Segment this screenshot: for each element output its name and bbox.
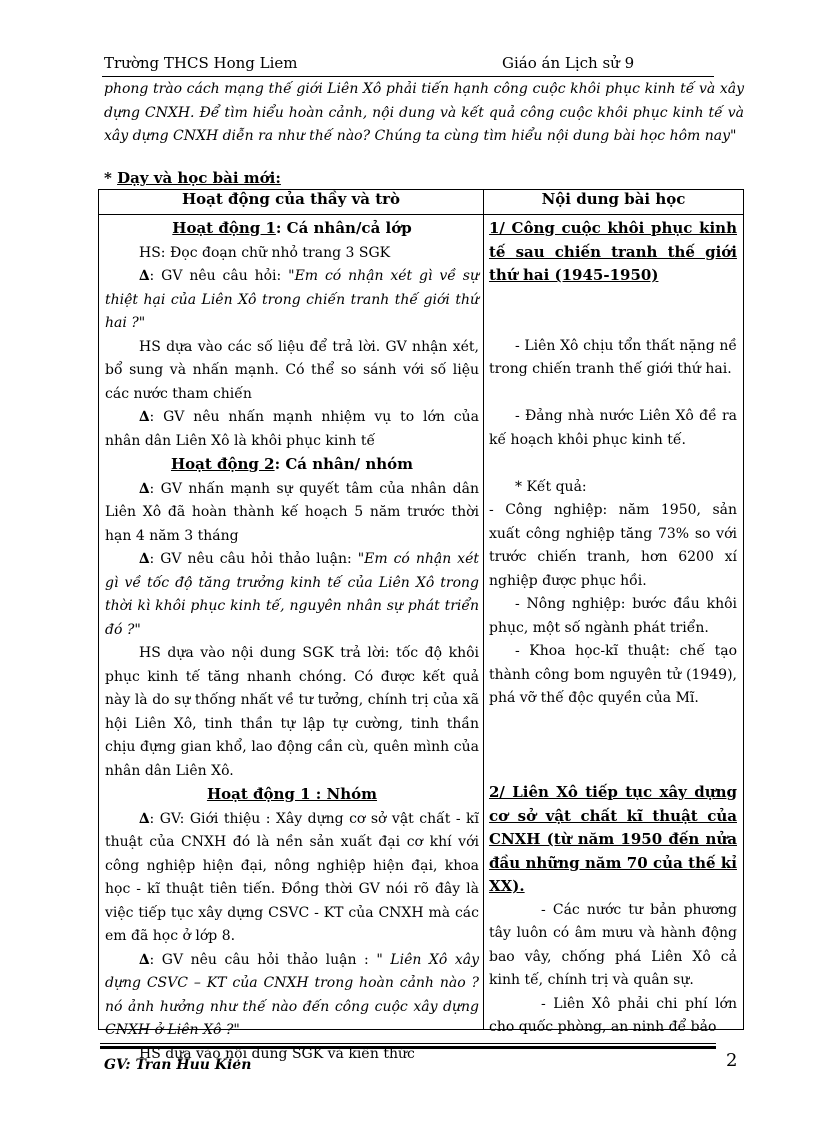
col-header-content: Nội dung bài học <box>484 190 744 215</box>
activities-cell <box>99 215 484 1062</box>
content-item: - Nông nghiệp: bước đầu khôi phục, một số ngành phát triển. <box>489 596 737 636</box>
content-result-label: * Kết quả: <box>515 478 587 495</box>
activity-text: HS dựa vào nội dung SGK trả lời: tốc độ khôi phục kinh tế tăng nhanh chóng. Có được kết quả này là do sự thống nhất về tư tưởng, chính trị của xã hội Liên Xô, tinh thần tự lập tự cường, tinh thần chịu đựng gian khổ, lao động cần cù, quên mình của nhân dân Liên Xô. <box>105 645 479 779</box>
table-header-row <box>99 190 744 215</box>
content-item: - Liên Xô phải chi phí lớn cho quốc phòng, an ninh để bảo <box>489 995 737 1035</box>
content-item: - Liên Xô chịu tổn thất nặng nề trong chiến tranh thế giới thứ hai. <box>489 337 737 377</box>
content-cell <box>484 215 744 1035</box>
intro-paragraph: phong trào cách mạng thế giới Liên Xô phải tiến hạnh công cuộc khôi phục kinh tế và xây dựng CNXH. Để tìm hiểu hoàn cảnh, nội dung và kết quả công cuộc khôi phục kinh tế và xây dựng CNXH diễn ra như thế nào? Chúng ta cùng tìm hiểu nội dung bài học hôm nay" <box>104 81 744 144</box>
activity-text: HS dựa vào các số liệu để trả lời. GV nhận xét, bổ sung và nhấn mạnh. Có thể so sánh với số liệu các nước tham chiến <box>105 338 479 402</box>
lesson-table <box>98 189 744 1062</box>
activity-heading-2: Hoạt động 2: Cá nhân/ nhóm <box>170 455 414 473</box>
content-section-2-title: 2/ Liên Xô tiếp tục xây dựng cơ sở vật chất kĩ thuật của CNXH (từ năm 1950 đến nửa đầu những năm 70 của thế kỉ XX). <box>489 783 737 895</box>
activity-question: ∆: GV nêu câu hỏi: "Em có nhận xét gì về sự thiệt hại của Liên Xô trong chiến tranh thế giới thứ hai ?" <box>105 268 479 331</box>
content-item: - Khoa học-kĩ thuật: chế tạo thành công bom nguyên tử (1949), phá vỡ thế độc quyền của Mĩ. <box>489 643 737 706</box>
table-body-row <box>99 215 744 1030</box>
activity-text: ∆: GV nhấn mạnh sự quyết tâm của nhân dân Liên Xô đã hoàn thành kế hoạch 5 năm trước thời hạn 4 năm 3 tháng <box>105 480 479 544</box>
section-star: * <box>104 169 118 187</box>
activity-heading-3: Hoạt động 1 : Nhóm <box>206 785 378 803</box>
school-name: Trường THCS Hong Liem <box>104 54 298 72</box>
activity-question: ∆: GV nêu câu hỏi thảo luận: "Em có nhận xét gì về tốc độ tăng trưởng kinh tế của Liên Xô trong thời kì khôi phục kinh tế, nguyên nhân sự phát triển đó ?" <box>105 551 479 638</box>
activity-text: HS: Đọc đoạn chữ nhỏ trang 3 SGK <box>139 244 391 261</box>
activity-text: HS dựa vào nội dung SGK và kiến thức <box>139 1045 415 1062</box>
page-number: 2 <box>726 1050 738 1071</box>
footer-rule <box>100 1043 716 1049</box>
section-label: Dạy và học bài mới: <box>117 169 281 187</box>
activity-question: ∆: GV nêu câu hỏi thảo luận : " Liên Xô xây dựng CSVC – KT của CNXH trong hoàn cảnh nào ?nó ảnh hưởng như thế nào đến công cuộc xây dựng CNXH ở Liên Xô ?" <box>105 951 479 1038</box>
teacher-name: GV: Tran Huu Kien <box>104 1057 252 1073</box>
activity-text: ∆: GV nêu nhấn mạnh nhiệm vụ to lớn của nhân dân Liên Xô là khôi phục kinh tế <box>105 409 479 449</box>
content-section-1-title: 1/ Công cuộc khôi phục kinh tế sau chiến tranh thế giới thứ hai (1945-1950) <box>489 219 737 284</box>
activity-text: ∆: GV: Giới thiệu : Xây dựng cơ sở vật chất - kĩ thuật của CNXH đó là nền sản xuất đại cơ khí với công nghiệp hiện đại, nông nghiệp hiện đại, khoa học - kĩ thuật tiên tiến. Đồng thời GV nói rõ đây là việc tiếp tục xây dựng CSVC - KT của CNXH mà các em đã học ở lớp 8. <box>105 810 479 944</box>
page-header <box>102 52 714 77</box>
section-heading <box>104 169 281 187</box>
content-item: - Công nghiệp: năm 1950, sản xuất công nghiệp tăng 73% so với trước chiến tranh, hơn 6200 xí nghiệp được phục hồi. <box>489 502 737 589</box>
activity-heading-1: Hoạt động 1: Cá nhân/cả lớp <box>172 219 412 237</box>
content-item: - Đảng nhà nước Liên Xô đề ra kế hoạch khôi phục kinh tế. <box>489 408 737 448</box>
col-header-activities: Hoạt động của thầy và trò <box>99 190 484 215</box>
content-item: - Các nước tư bản phương tây luôn có âm mưu và hành động bao vây, chống phá Liên Xô cả kinh tế, chính trị và quân sự. <box>489 901 737 988</box>
subject-title: Giáo án Lịch sử 9 <box>502 54 635 72</box>
